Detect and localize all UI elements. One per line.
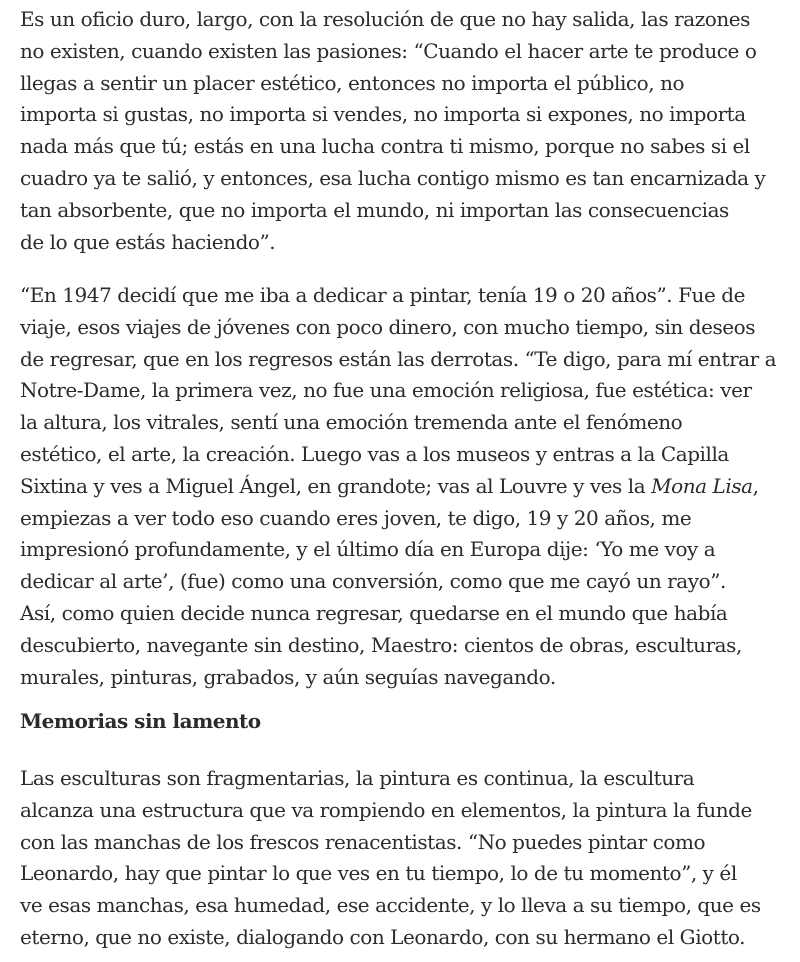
text-line: importa si gustas, no importa si vendes, no importa si expones, no importa (20, 102, 746, 127)
text-line: de regresar, que en los regresos están las derrotas. “Te digo, para mí entrar a (20, 346, 777, 371)
text-line: viaje, esos viajes de jóvenes con poco dinero, con mucho tiempo, sin deseos (20, 314, 756, 339)
text-segment: , (752, 473, 759, 498)
text-line: Las esculturas son fragmentarias, la pintura es continua, la escultura (20, 766, 695, 790)
text-segment: Sixtina y ves a Miguel Ángel, en grandote; vas al Louvre y ves la (20, 473, 652, 498)
text-line: cuadro ya te salió, y entonces, esa lucha contigo mismo es tan encarnizada y (20, 165, 766, 190)
text-line: Así, como quien decide nunca regresar, quedarse en el mundo que había (20, 600, 728, 625)
text-line: empiezas a ver todo eso cuando eres joven, te digo, 19 y 20 años, me (20, 505, 692, 530)
text-line: llegas a sentir un placer estético, entonces no importa el público, no (20, 70, 685, 95)
text-line: alcanza una estructura que va rompiendo en elementos, la pintura la funde (20, 797, 752, 822)
text-line: ve esas manchas, esa humedad, ese accidente, y lo lleva a su tiempo, que es (20, 893, 761, 918)
artwork-title: Mona Lisa (651, 473, 753, 498)
text-line: Leonardo, hay que pintar lo que ves en tu tiempo, lo de tu momento”, y él (20, 861, 737, 886)
text-line: “En 1947 decidí que me iba a dedicar a pintar, tenía 19 o 20 años”. Fue de (20, 283, 745, 307)
text-line: dedicar al arte’, (fue) como una conversión, como que me cayó un rayo”. (20, 569, 726, 594)
paragraph-2 (20, 280, 776, 693)
text-line: eterno, que no existe, dialogando con Leonardo, con su hermano el Giotto. (20, 924, 746, 949)
text-line: Es un oficio duro, largo, con la resolución de que no hay salida, las razones (20, 7, 750, 31)
text-line: estético, el arte, la creación. Luego vas a los museos y entras a la Capilla (20, 441, 729, 466)
text-line: nada más que tú; estás en una lucha contra ti mismo, porque no sabes si el (20, 134, 750, 159)
text-line: con las manchas de los frescos renacentistas. “No puedes pintar como (20, 829, 706, 854)
paragraph-1 (20, 4, 765, 258)
text-line: la altura, los vitrales, sentí una emoción tremenda ante el fenómeno (20, 410, 683, 435)
text-line: Notre-Dame, la primera vez, no fue una emoción religiosa, fue estética: ver (20, 378, 752, 403)
text-line: no existen, cuando existen las pasiones: “Cuando el hacer arte te produce o (20, 38, 757, 63)
text-line: descubierto, navegante sin destino, Maestro: cientos de obras, esculturas, (20, 632, 742, 657)
text-line: tan absorbente, que no importa el mundo, ni importan las consecuencias (20, 197, 729, 222)
text-line: impresionó profundamente, y el último día en Europa dije: ‘Yo me voy a (20, 537, 716, 562)
text-line: murales, pinturas, grabados, y aún seguías navegando. (20, 664, 556, 689)
text-line-with-italic (20, 471, 776, 503)
text-line: de lo que estás haciendo”. (20, 229, 276, 254)
section-heading: Memorias sin lamento (20, 709, 261, 733)
paragraph-3 (20, 763, 761, 954)
